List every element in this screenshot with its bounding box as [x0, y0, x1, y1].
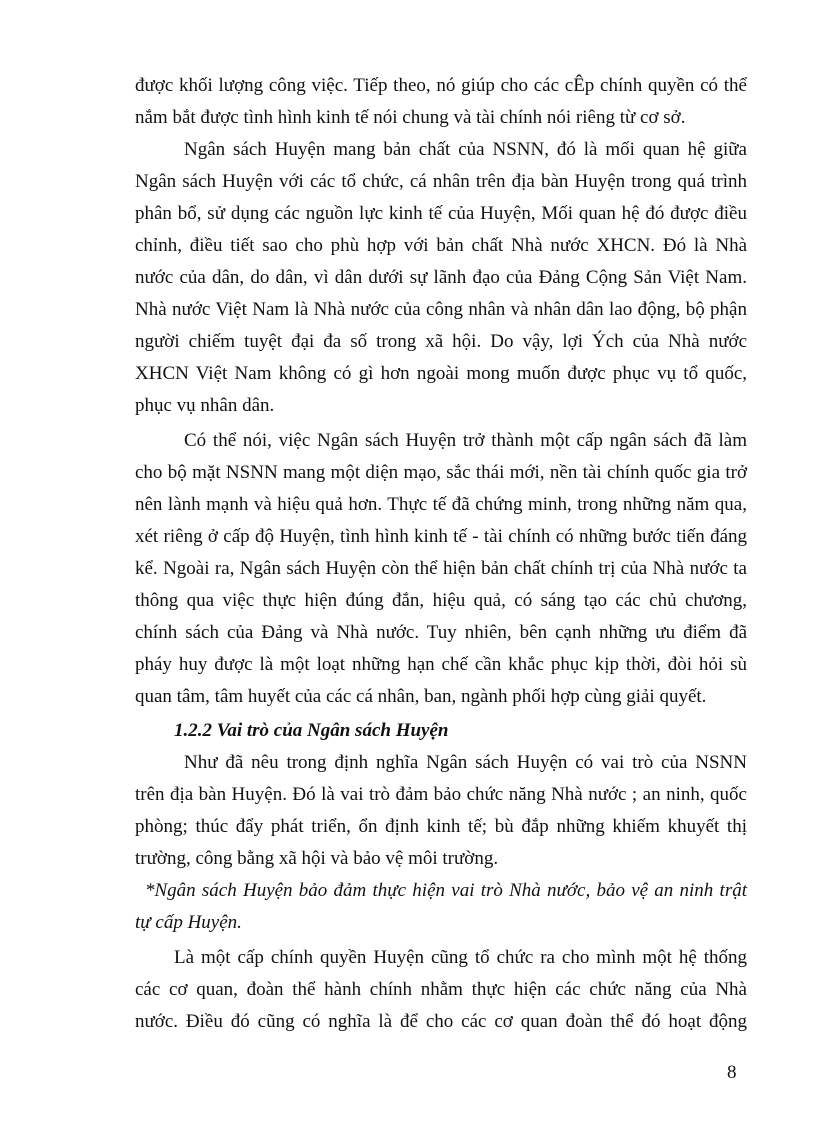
paragraph-line: Là một cấp chính quyền Huyện cũng tổ chức ra cho mình một hệ thống — [174, 947, 747, 968]
italic-subheading-line: tự cấp Huyện. — [135, 912, 242, 933]
paragraph-line: chỉnh, điều tiết sao cho phù hợp với bản chất Nhà nước XHCN. Đó là Nhà — [135, 235, 747, 256]
paragraph-line: Có thể nói, việc Ngân sách Huyện trở thành một cấp ngân sách đã làm — [184, 430, 747, 451]
paragraph-line: chính sách của Đảng và Nhà nước. Tuy nhiên, bên cạnh những ưu điểm đã — [135, 622, 747, 643]
section-heading: 1.2.2 Vai trò của Ngân sách Huyện — [174, 720, 449, 741]
paragraph-line: cho bộ mặt NSNN mang một diện mạo, sắc thái mới, nền tài chính quốc gia trở — [135, 462, 747, 483]
paragraph-line: Như đã nêu trong định nghĩa Ngân sách Huyện có vai trò của NSNN — [184, 752, 747, 773]
paragraph-line: trên địa bàn Huyện. Đó là vai trò đảm bảo chức năng Nhà nước ; an ninh, quốc — [135, 784, 747, 805]
paragraph-line: thông qua việc thực hiện đúng đắn, hiệu quả, có sáng tạo các chủ chương, — [135, 590, 747, 611]
paragraph-line: các cơ quan, đoàn thể hành chính nhằm thực hiện các chức năng của Nhà — [135, 979, 747, 1000]
paragraph-line: Ngân sách Huyện với các tổ chức, cá nhân trên địa bàn Huyện trong quá trình — [135, 171, 747, 192]
paragraph-line: nước của dân, do dân, vì dân dưới sự lãnh đạo của Đảng Cộng Sản Việt Nam. — [135, 267, 747, 288]
italic-subheading-line: *Ngân sách Huyện bảo đảm thực hiện vai trò Nhà nước, bảo vệ an ninh trật — [145, 880, 747, 901]
paragraph-line: Nhà nước Việt Nam là Nhà nước của công nhân và nhân dân lao động, bộ phận — [135, 299, 747, 320]
paragraph-line: phân bổ, sử dụng các nguồn lực kinh tế của Huyện, Mối quan hệ đó được điều — [135, 203, 747, 224]
paragraph-line: quan tâm, tâm huyết của các cá nhân, ban, ngành phối hợp cùng giải quyết. — [135, 686, 707, 707]
page-number: 8 — [727, 1062, 737, 1083]
paragraph-line: xét riêng ở cấp độ Huyện, tình hình kinh tế - tài chính có những bước tiến đáng — [135, 526, 747, 547]
paragraph-line: XHCN Việt Nam không có gì hơn ngoài mong muốn được phục vụ tổ quốc, — [135, 363, 747, 384]
paragraph-line: nên lành mạnh và hiệu quả hơn. Thực tế đã chứng minh, trong những năm qua, — [135, 494, 747, 515]
paragraph-line: phục vụ nhân dân. — [135, 395, 275, 416]
paragraph-line: người chiếm tuyệt đại đa số trong xã hội. Do vậy, lợi Ých của Nhà nước — [135, 331, 747, 352]
paragraph-line: phòng; thúc đẩy phát triển, ổn định kinh tế; bù đắp những khiếm khuyết thị — [135, 816, 747, 837]
paragraph-line: nước. Điều đó cũng có nghĩa là để cho các cơ quan đoàn thể đó hoạt động — [135, 1011, 747, 1032]
paragraph-line: pháy huy được là một loạt những hạn chế cần khắc phục kịp thời, đòi hỏi sù — [135, 654, 747, 675]
paragraph-line: được khối lượng công việc. Tiếp theo, nó giúp cho các cÊp chính quyền có thể — [135, 75, 747, 96]
paragraph-line: Ngân sách Huyện mang bản chất của NSNN, đó là mối quan hệ giữa — [184, 139, 747, 160]
paragraph-line: kể. Ngoài ra, Ngân sách Huyện còn thể hiện bản chất chính trị của Nhà nước ta — [135, 558, 747, 579]
paragraph-line: trường, công bằng xã hội và bảo vệ môi trường. — [135, 848, 499, 869]
paragraph-line: nắm bắt được tình hình kinh tế nói chung và tài chính nói riêng từ cơ sở. — [135, 107, 686, 128]
